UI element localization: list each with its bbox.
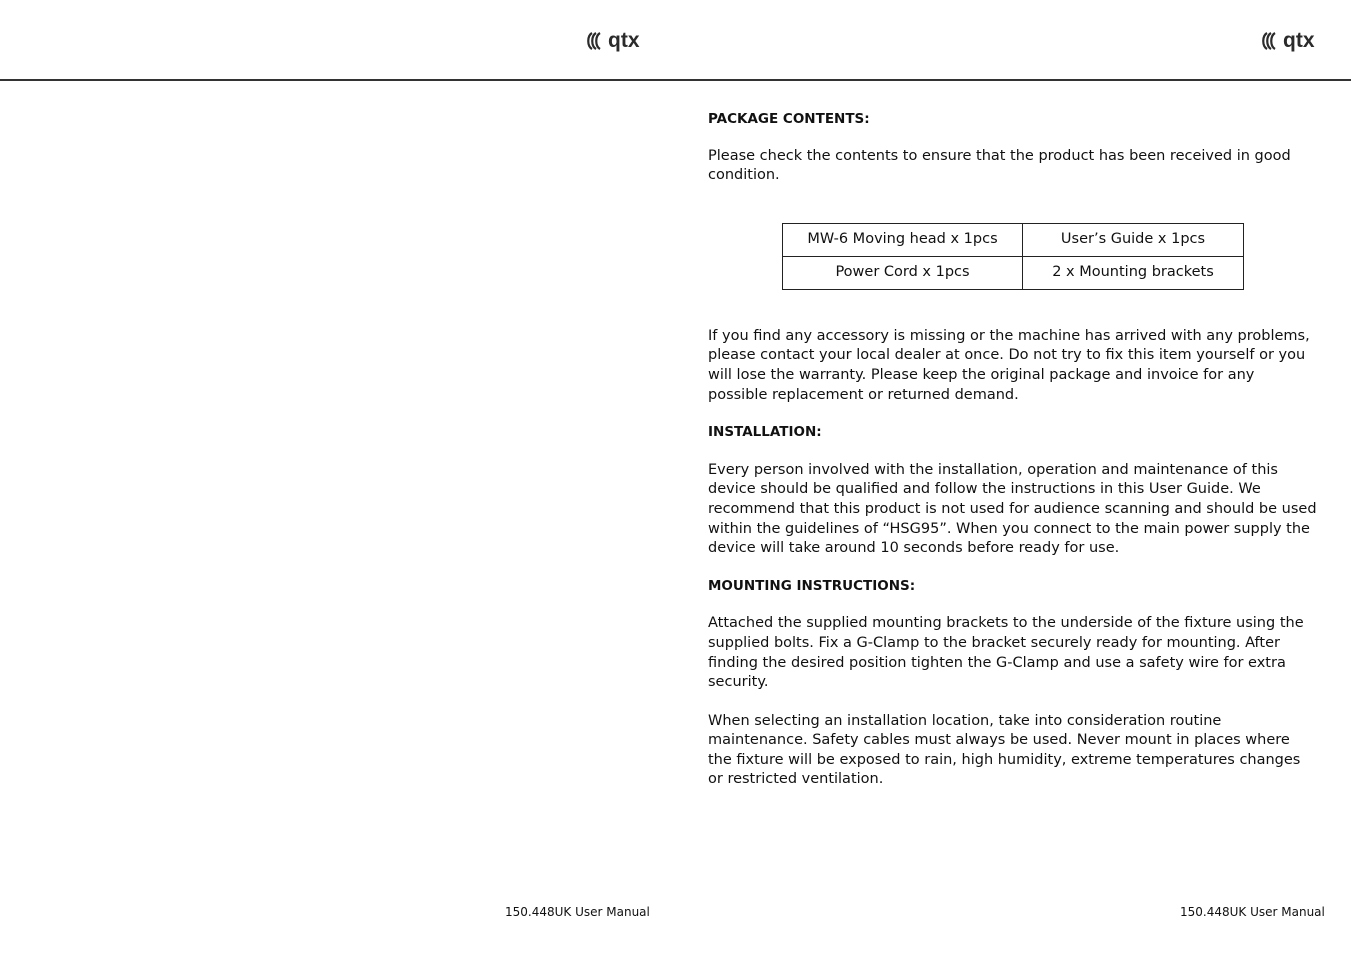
package-contents-table: [782, 223, 1244, 290]
footer-right: 150.448UK User Manual: [1180, 905, 1325, 919]
logo-text: qtx: [608, 29, 640, 52]
table-row: [783, 256, 1244, 289]
installation-heading: INSTALLATION:: [708, 424, 822, 441]
mounting-location-text: When selecting an installation location, take into consideration routine maintenance. Safety cables must always be used. Never mount in places where the fixture will be exposed to rain, high humidity, extreme temperatures changes or restricted ventilation.: [708, 712, 1301, 788]
qtx-logo-right: [1259, 26, 1315, 56]
logo-text: qtx: [1283, 29, 1315, 52]
installation-text: Every person involved with the installation, operation and maintenance of this device should be qualified and follow the instructions in this User Guide. We recommend that this product is not used for audience scanning and should be used within the guidelines of “HSG95”. When you connect to the main power supply the device will take around 10 seconds before ready for use.: [708, 461, 1317, 557]
package-contents-heading: PACKAGE CONTENTS:: [708, 111, 870, 127]
package-note-text: If you find any accessory is missing or the machine has arrived with any problems, please contact your local dealer at once. Do not try to fix this item yourself or you will lose the warranty. Please keep the original package and invoice for any possible replacement or returned demand.: [708, 327, 1310, 403]
mounting-text: Attached the supplied mounting brackets to the underside of the fixture using the supplied bolts. Fix a G-Clamp to the bracket securely ready for mounting. After finding the desired position tighten the G-Clamp and use a safety wire for extra security.: [708, 615, 1304, 691]
mounting-heading: MOUNTING INSTRUCTIONS:: [708, 577, 916, 594]
qtx-wave-icon: [1259, 30, 1281, 52]
table-cell: Power Cord x 1pcs: [783, 256, 1023, 289]
table-cell: MW-6 Moving head x 1pcs: [783, 223, 1023, 256]
footer-left: 150.448UK User Manual: [505, 905, 650, 919]
package-intro-text: Please check the contents to ensure that the product has been received in good condition.: [708, 147, 1291, 184]
table-row: [783, 223, 1244, 256]
header-divider: [0, 79, 1351, 81]
table-cell: 2 x Mounting brackets: [1023, 256, 1244, 289]
manual-content: [708, 110, 1318, 790]
qtx-wave-icon: [584, 30, 606, 52]
table-cell: User’s Guide x 1pcs: [1023, 223, 1244, 256]
qtx-logo-left: [584, 26, 640, 56]
